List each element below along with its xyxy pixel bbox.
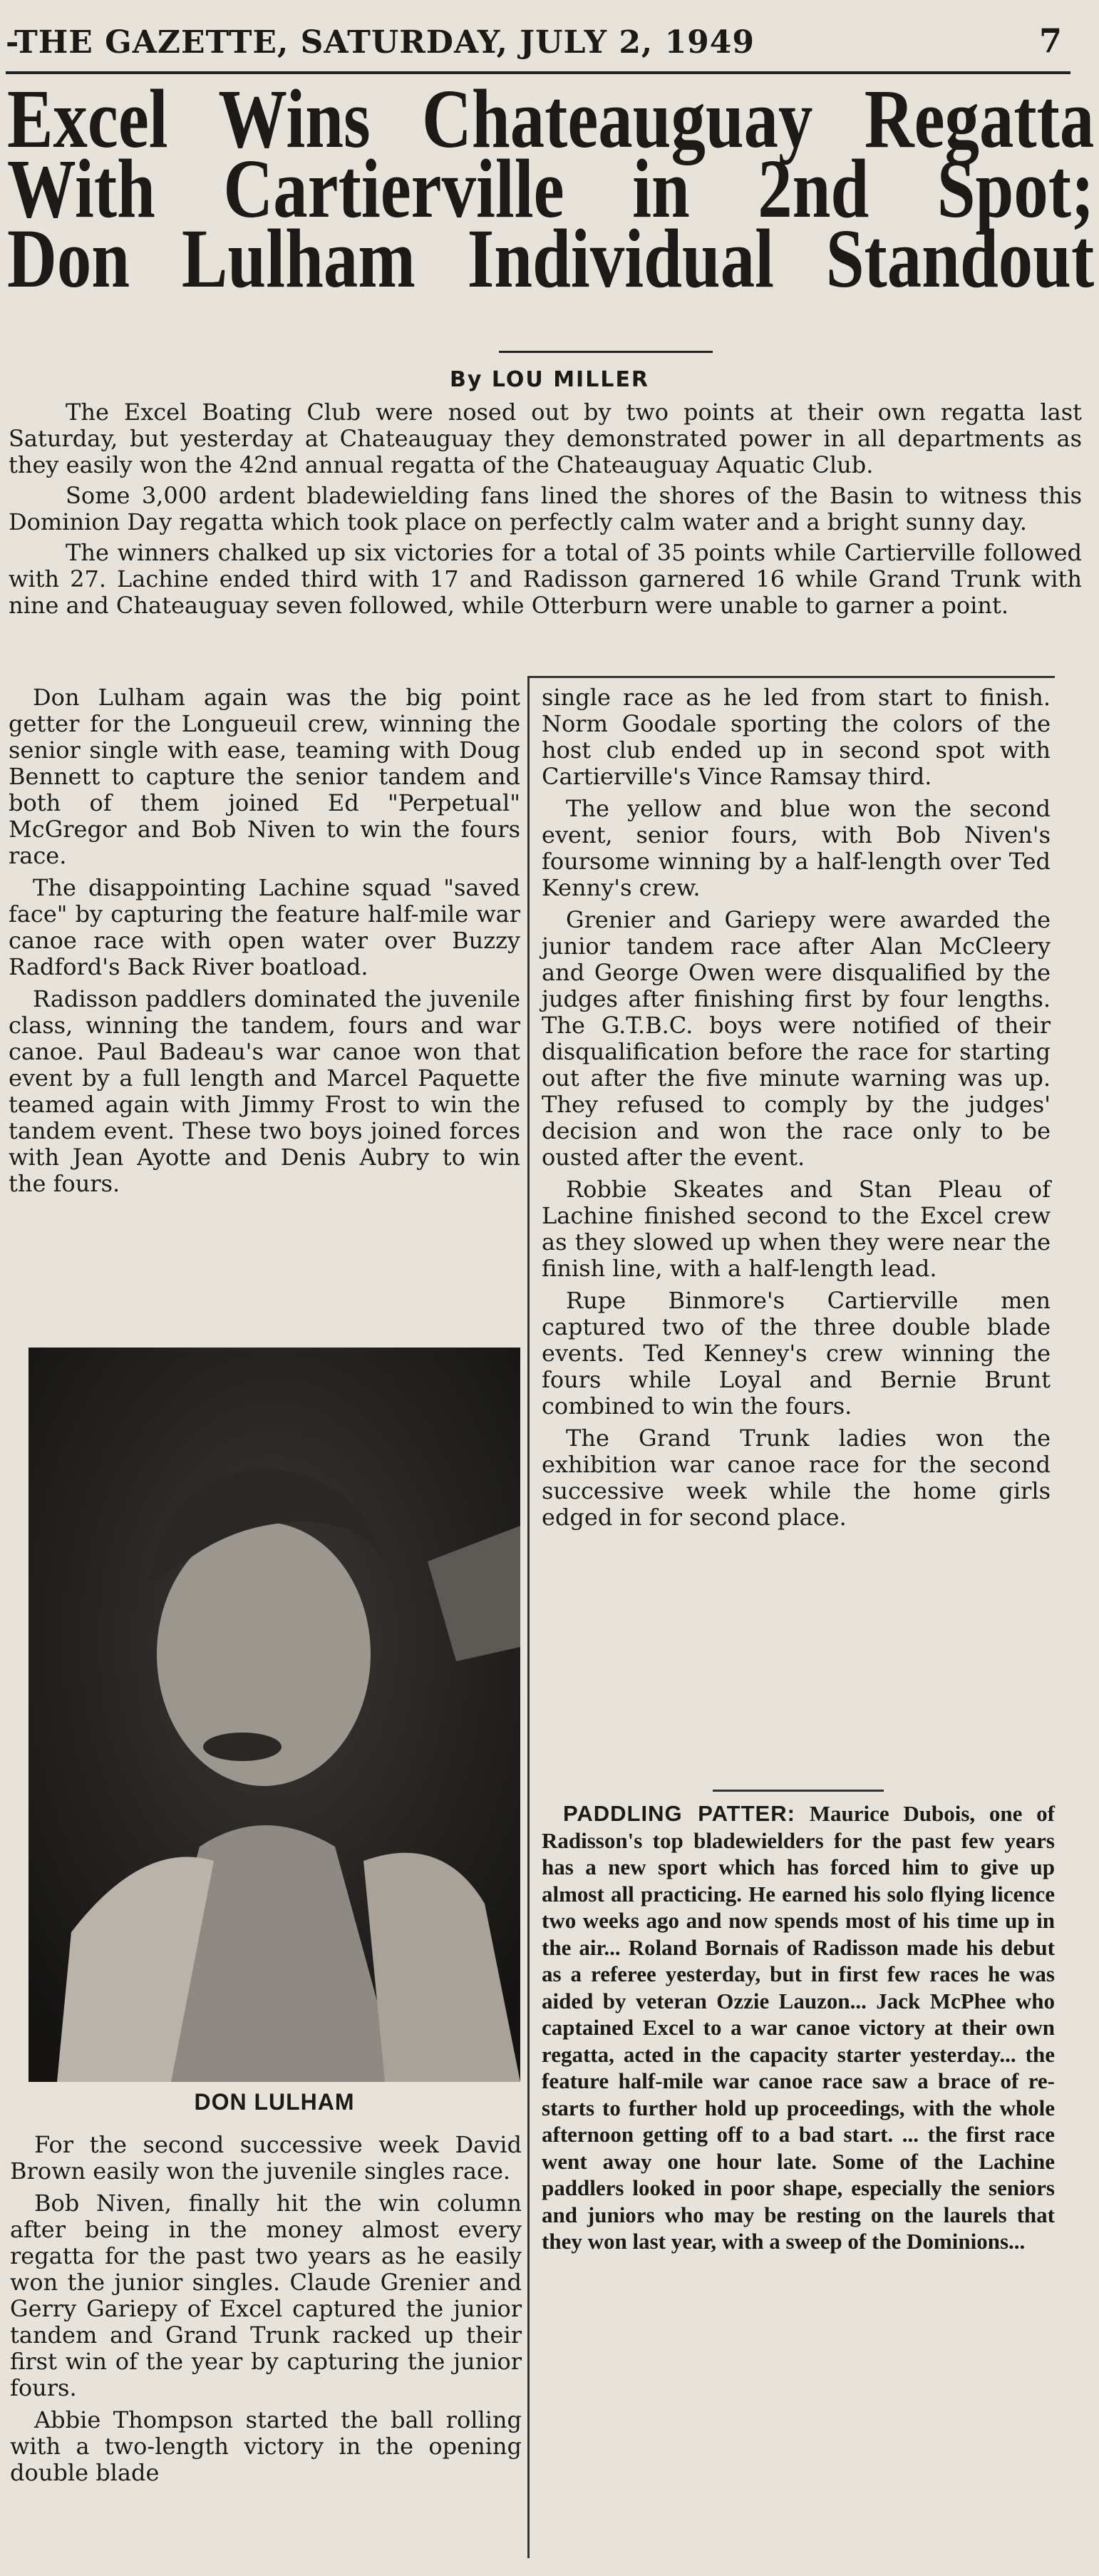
headline — [7, 72, 1095, 305]
article-paragraph: Abbie Thompson started the ball rolling with a two-length victory in the opening double blade — [10, 2406, 522, 2486]
lead-paragraph: The winners chalked up six victories for a total of 35 points while Cartierville followed with 27. Lachine ended third with 17 and Radisson garnered 16 while Grand Trunk with nine and Chateauguay seven followed, while Otterburn were unable to garner a point. — [9, 539, 1082, 619]
portrait-photo — [29, 1348, 520, 2082]
column-divider-horizontal — [527, 676, 1055, 678]
patter-rule — [713, 1790, 884, 1792]
patter-text: Maurice Dubois, one of Radisson's top bladewielders for the past few years has a new sport which has forced him to give up almost all practicing. He earned his solo flying licence two weeks ago and now spends most of his time up in the air... Roland Bornais of Radisson made his debut as a referee yesterday, but in first few races he was aided by veteran Ozzie Lauzon... Jack McPhee who captained Excel to a war canoe victory at their own regatta, acted in the capacity starter yesterday... the feature half-mile war canoe race saw a brace of re-starts to further hold up proceedings, with the whole afternoon getting off to a bad start. ... the first race went away one hour late. Some of the Lachine paddlers looked in poor shape, especially the seniors and juniors who may be resting on the laurels that they won last year, with a sweep of the Dominions... — [542, 1801, 1055, 2254]
paddling-patter-section — [542, 1800, 1055, 2255]
photo-caption: DON LULHAM — [194, 2089, 355, 2115]
lead-paragraph: Some 3,000 ardent bladewielding fans lined the shores of the Basin to witness this Dominion Day regatta which took place on perfectly calm water and a bright sunny day. — [9, 482, 1082, 535]
left-column-top — [9, 684, 520, 1203]
lead-paragraph: The Excel Boating Club were nosed out by two points at their own regatta last Saturday, but yesterday at Chateauguay they demonstrated power in all departments as they easily won the 42nd annual regatta of the Chateauguay Aquatic Club. — [9, 399, 1082, 478]
masthead — [6, 21, 1070, 74]
headline-line-3: Don Lulham Individual Standout — [7, 212, 1095, 305]
left-column-bottom — [10, 2132, 522, 2492]
article-paragraph: Bob Niven, finally hit the win column after being in the money almost every regatta for the past two years as he easily won the junior singles. Claude Grenier and Gerry Gariepy of Excel captured the junior tandem and Grand Trunk racked up their first win of the year by capturing the junior fours. — [10, 2190, 522, 2401]
article-paragraph: Grenier and Gariepy were awarded the junior tandem race after Alan McCleery and George Owen were disqualified by the judges after finishing first by four lengths. The G.T.B.C. boys were notified of their disqualification before the race for starting out after the five minute warning was up. They refused to comply by the judges' decision and won the race only to be ousted after the event. — [542, 906, 1051, 1171]
column-divider-vertical — [527, 676, 530, 2558]
byline: By LOU MILLER — [449, 367, 650, 392]
headline-rule — [499, 351, 713, 353]
article-paragraph: Don Lulham again was the big point getter for the Longueuil crew, winning the senior single with ease, teaming with Doug Bennett to capture the senior tandem and both of them joined Ed "Perpetual" McGregor and Bob Niven to win the fours race. — [9, 684, 520, 869]
lead-paragraphs — [9, 399, 1082, 623]
article-paragraph: The disappointing Lachine squad "saved face" by capturing the feature half-mile war canoe race with open water over Buzzy Radford's Back River boatload. — [9, 874, 520, 980]
patter-label: PADDLING PATTER: — [563, 1801, 795, 1826]
article-paragraph: Robbie Skeates and Stan Pleau of Lachine finished second to the Excel crew as they slowed up when they were near the finish line, with a half-length lead. — [542, 1176, 1051, 1282]
article-paragraph: For the second successive week David Brown easily won the juvenile singles race. — [10, 2131, 522, 2185]
right-column — [542, 684, 1051, 1536]
article-paragraph: The yellow and blue won the second event, senior fours, with Bob Niven's foursome winning by a half-length over Ted Kenny's crew. — [542, 795, 1051, 901]
patter-paragraph — [542, 1800, 1055, 2255]
article-paragraph: Radisson paddlers dominated the juvenile class, winning the tandem, fours and war canoe. Paul Badeau's war canoe won that event by a full length and Marcel Paquette teamed again with Jimmy Frost to win the tandem event. These two boys joined forces with Jean Ayotte and Denis Aubry to win the fours. — [9, 985, 520, 1197]
portrait-photo-image — [29, 1348, 520, 2082]
headline-line-2: With Cartierville in 2nd Spot; — [7, 142, 1095, 235]
page-number: 7 — [1038, 21, 1062, 60]
headline-line-1: Excel Wins Chateauguay Regatta — [7, 72, 1095, 165]
article-paragraph: single race as he led from start to finish. Norm Goodale sporting the colors of the host club ended up in second spot with Cartierville's Vince Ramsay third. — [542, 684, 1051, 790]
article-paragraph: Rupe Binmore's Cartierville men captured two of the three double blade events. Ted Kenney's crew winning the fours while Loyal and Bernie Brunt combined to win the fours. — [542, 1287, 1051, 1420]
masthead-date-line: -THE GAZETTE, SATURDAY, JULY 2, 1949 — [6, 24, 755, 61]
article-paragraph: The Grand Trunk ladies won the exhibition war canoe race for the second successive week while the home girls edged in for second place. — [542, 1425, 1051, 1531]
